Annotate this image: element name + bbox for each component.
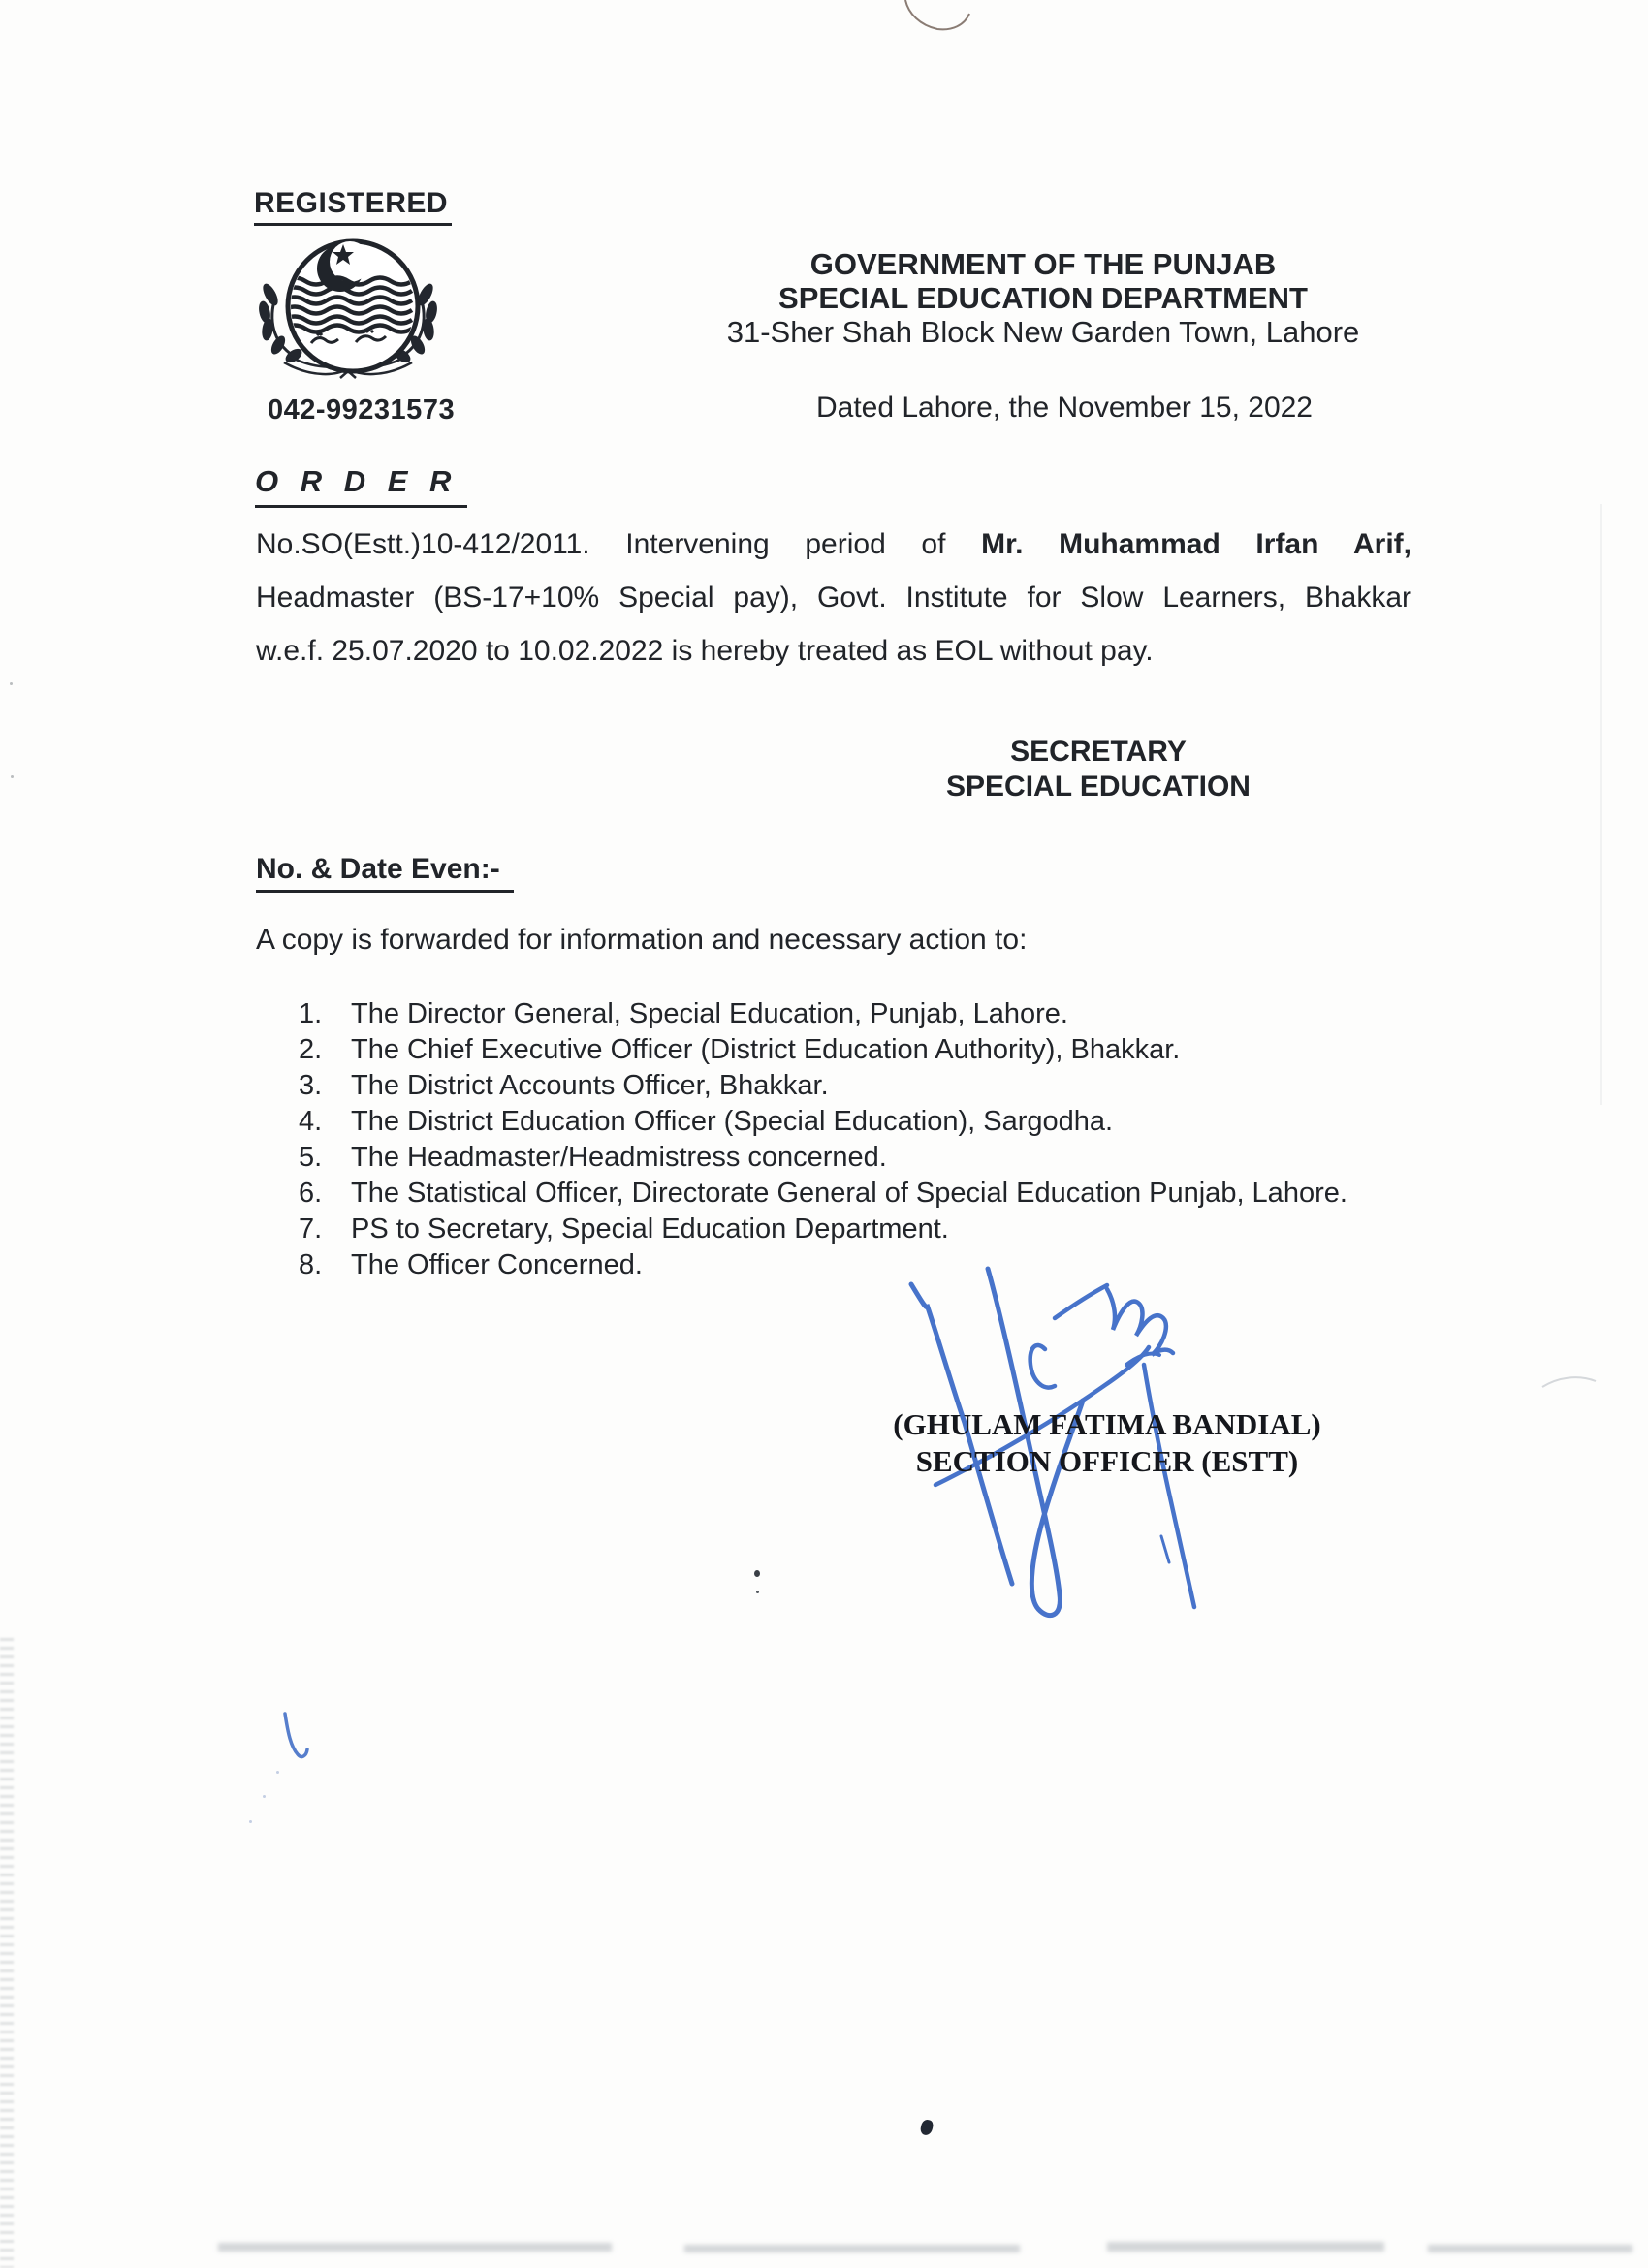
- list-item: [299, 1068, 1389, 1104]
- number-date-even-heading: No. & Date Even:-: [256, 853, 514, 893]
- office-phone-number: 042-99231573: [268, 394, 456, 425]
- scan-bottom-smudge: [218, 2243, 612, 2252]
- signatory-department: SPECIAL EDUCATION: [946, 771, 1251, 803]
- scan-bottom-smudge: [684, 2245, 1020, 2252]
- list-item-number: 8.: [299, 1249, 323, 1280]
- list-item-text: The Statistical Officer, Directorate General of Special Education Punjab, Lahore.: [351, 1178, 1347, 1209]
- signatory-title: SECRETARY: [1010, 736, 1187, 768]
- list-item-text: The Officer Concerned.: [351, 1249, 643, 1280]
- list-item-text: The District Accounts Officer, Bhakkar.: [351, 1070, 829, 1101]
- list-item-number: 6.: [299, 1178, 323, 1209]
- punjab-government-crest-logo: [255, 231, 441, 395]
- department-title: SPECIAL EDUCATION DEPARTMENT: [778, 281, 1308, 315]
- list-item: [299, 1176, 1389, 1212]
- order-heading: O R D E R: [255, 464, 467, 508]
- officer-name: Mr. Muhammad Irfan Arif,: [981, 528, 1411, 560]
- scan-bottom-smudge: [1107, 2242, 1384, 2252]
- department-address: 31-Sher Shah Block New Garden Town, Lahore: [726, 315, 1360, 349]
- list-item: [299, 1140, 1389, 1176]
- order-paragraph: [256, 518, 1411, 677]
- list-item-number: 1.: [299, 998, 323, 1029]
- list-item-text: The District Education Officer (Special Education), Sargodha.: [351, 1106, 1114, 1137]
- ink-speck: [756, 1591, 759, 1593]
- order-line-2: Headmaster (BS-17+10% Special pay), Govt. Institute for Slow Learners, Bhakkar: [256, 582, 1411, 614]
- registered-stamp: REGISTERED: [254, 187, 452, 226]
- ink-blot: [919, 2119, 935, 2136]
- list-item-number: 3.: [299, 1070, 323, 1101]
- ink-speck: [11, 775, 14, 778]
- scan-crease-artifact: [1532, 1367, 1609, 1396]
- signature-name-block: [865, 1406, 1349, 1480]
- list-item-number: 4.: [299, 1106, 323, 1137]
- list-item-text: PS to Secretary, Special Education Department.: [351, 1213, 949, 1244]
- scan-edge-noise: [0, 1638, 14, 2268]
- date-line: Dated Lahore, the November 15, 2022: [815, 392, 1313, 424]
- list-item: [299, 1247, 1389, 1283]
- signatory-designation: [904, 735, 1292, 804]
- ink-speck: [754, 1570, 760, 1577]
- ink-speck: [10, 682, 13, 685]
- letterhead: [636, 247, 1450, 349]
- list-item: [299, 1104, 1389, 1140]
- list-item: [299, 1212, 1389, 1247]
- list-item: [299, 996, 1389, 1032]
- list-item-text: The Chief Executive Officer (District Education Authority), Bhakkar.: [351, 1034, 1181, 1065]
- distribution-list: [299, 996, 1389, 1283]
- list-item: [299, 1032, 1389, 1068]
- ink-speck: [249, 1820, 252, 1823]
- copy-forwarded-intro: A copy is forwarded for information and necessary action to:: [256, 924, 1028, 956]
- government-title: GOVERNMENT OF THE PUNJAB: [809, 247, 1277, 281]
- signatory-post: SECTION OFFICER (ESTT): [915, 1444, 1299, 1478]
- ink-speck: [276, 1771, 279, 1774]
- list-item-text: The Director General, Special Education, Punjab, Lahore.: [351, 998, 1068, 1029]
- signatory-name: (GHULAM FATIMA BANDIAL): [893, 1407, 1321, 1441]
- ink-speck: [263, 1795, 266, 1798]
- order-line-1: No.SO(Estt.)10-412/2011. Intervening period of Mr. Muhammad Irfan Arif,: [256, 528, 1411, 560]
- scan-curl-artifact: [890, 0, 997, 39]
- list-item-text: The Headmaster/Headmistress concerned.: [351, 1142, 887, 1173]
- scan-edge-line: [1600, 504, 1602, 1105]
- list-item-number: 2.: [299, 1034, 323, 1065]
- order-line-3: w.e.f. 25.07.2020 to 10.02.2022 is hereby treated as EOL without pay.: [256, 635, 1154, 667]
- stray-pen-mark: [242, 1696, 330, 1842]
- list-item-number: 7.: [299, 1213, 323, 1244]
- scan-bottom-smudge: [1428, 2245, 1632, 2252]
- list-item-number: 5.: [299, 1142, 323, 1173]
